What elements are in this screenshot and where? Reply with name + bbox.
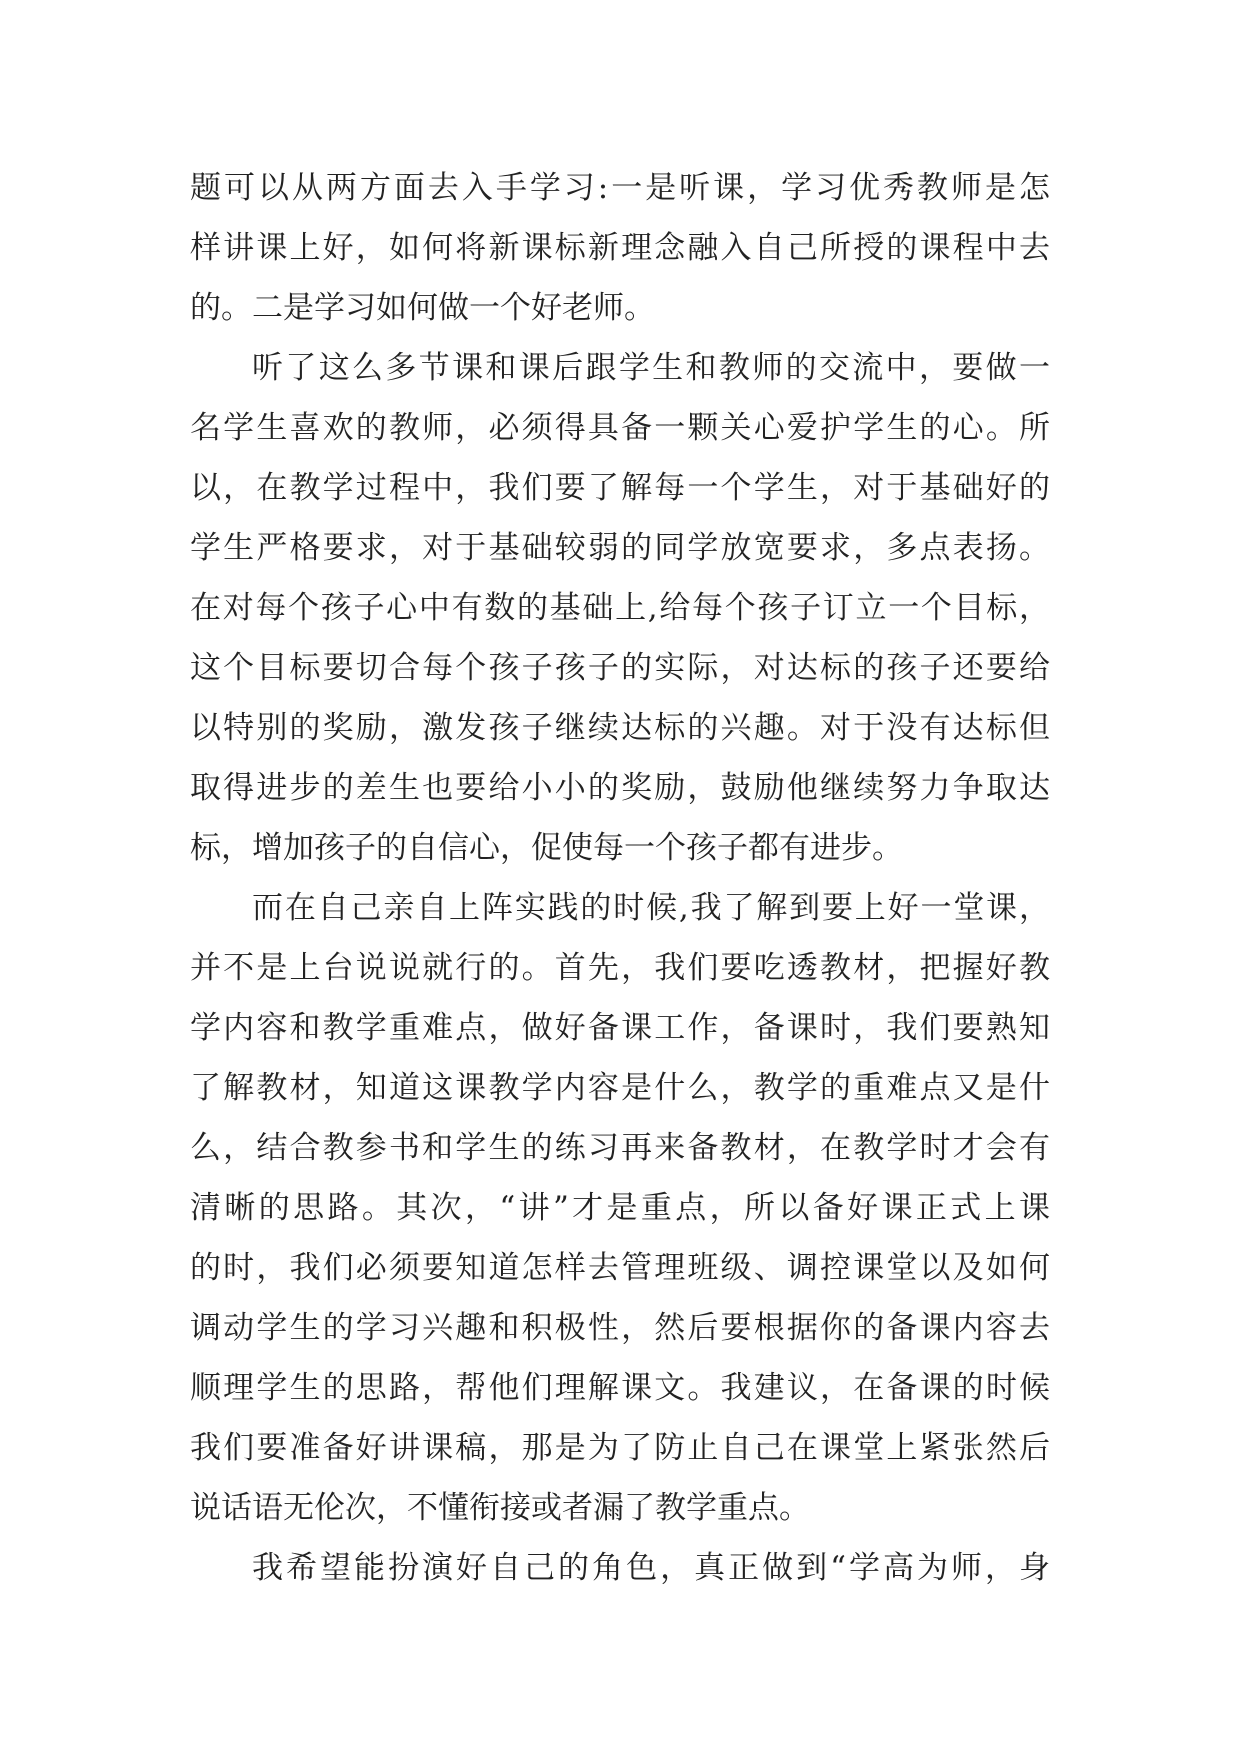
text-line: 的。二是学习如何做一个好老师。 [190, 290, 655, 326]
text-line: 清晰的思路。其次，“讲”才是重点，所以备好课正式上课 [190, 1190, 1050, 1226]
text-line: 学内容和教学重难点，做好备课工作，备课时，我们要熟知 [190, 1010, 1050, 1046]
text-line: 顺理学生的思路，帮他们理解课文。我建议，在备课的时候 [190, 1370, 1050, 1406]
text-line: 这个目标要切合每个孩子孩子的实际，对达标的孩子还要给 [190, 650, 1050, 686]
text-line: 取得进步的差生也要给小小的奖励，鼓励他继续努力争取达 [190, 770, 1050, 806]
text-line: 标，增加孩子的自信心，促使每一个孩子都有进步。 [190, 830, 903, 866]
text-line: 说话语无伦次，不懂衔接或者漏了教学重点。 [190, 1490, 810, 1526]
text-line: 么，结合教参书和学生的练习再来备教材，在教学时才会有 [190, 1130, 1050, 1166]
paragraph-start-line: 而在自己亲自上阵实践的时候,我了解到要上好一堂课， [252, 890, 1050, 926]
text-line: 以，在教学过程中，我们要了解每一个学生，对于基础好的 [190, 470, 1050, 506]
text-line: 在对每个孩子心中有数的基础上,给每个孩子订立一个目标， [190, 590, 1050, 626]
text-line: 题可以从两方面去入手学习:一是听课，学习优秀教师是怎 [190, 170, 1050, 206]
text-line: 名学生喜欢的教师，必须得具备一颗关心爱护学生的心。所 [190, 410, 1050, 446]
paragraph-start-line: 我希望能扮演好自己的角色，真正做到“学高为师，身 [252, 1550, 1050, 1586]
text-line: 的时，我们必须要知道怎样去管理班级、调控课堂以及如何 [190, 1250, 1050, 1286]
paragraph-start-line: 听了这么多节课和课后跟学生和教师的交流中，要做一 [252, 350, 1050, 386]
text-line: 并不是上台说说就行的。首先，我们要吃透教材，把握好教 [190, 950, 1050, 986]
text-line: 以特别的奖励，激发孩子继续达标的兴趣。对于没有达标但 [190, 710, 1050, 746]
text-line: 学生严格要求，对于基础较弱的同学放宽要求，多点表扬。 [190, 530, 1050, 566]
text-line: 我们要准备好讲课稿，那是为了防止自己在课堂上紧张然后 [190, 1430, 1050, 1466]
text-line: 样讲课上好，如何将新课标新理念融入自己所授的课程中去 [190, 230, 1050, 266]
body-text [190, 158, 1050, 1598]
text-line: 了解教材，知道这课教学内容是什么，教学的重难点又是什 [190, 1070, 1050, 1106]
text-line: 调动学生的学习兴趣和积极性，然后要根据你的备课内容去 [190, 1310, 1050, 1346]
